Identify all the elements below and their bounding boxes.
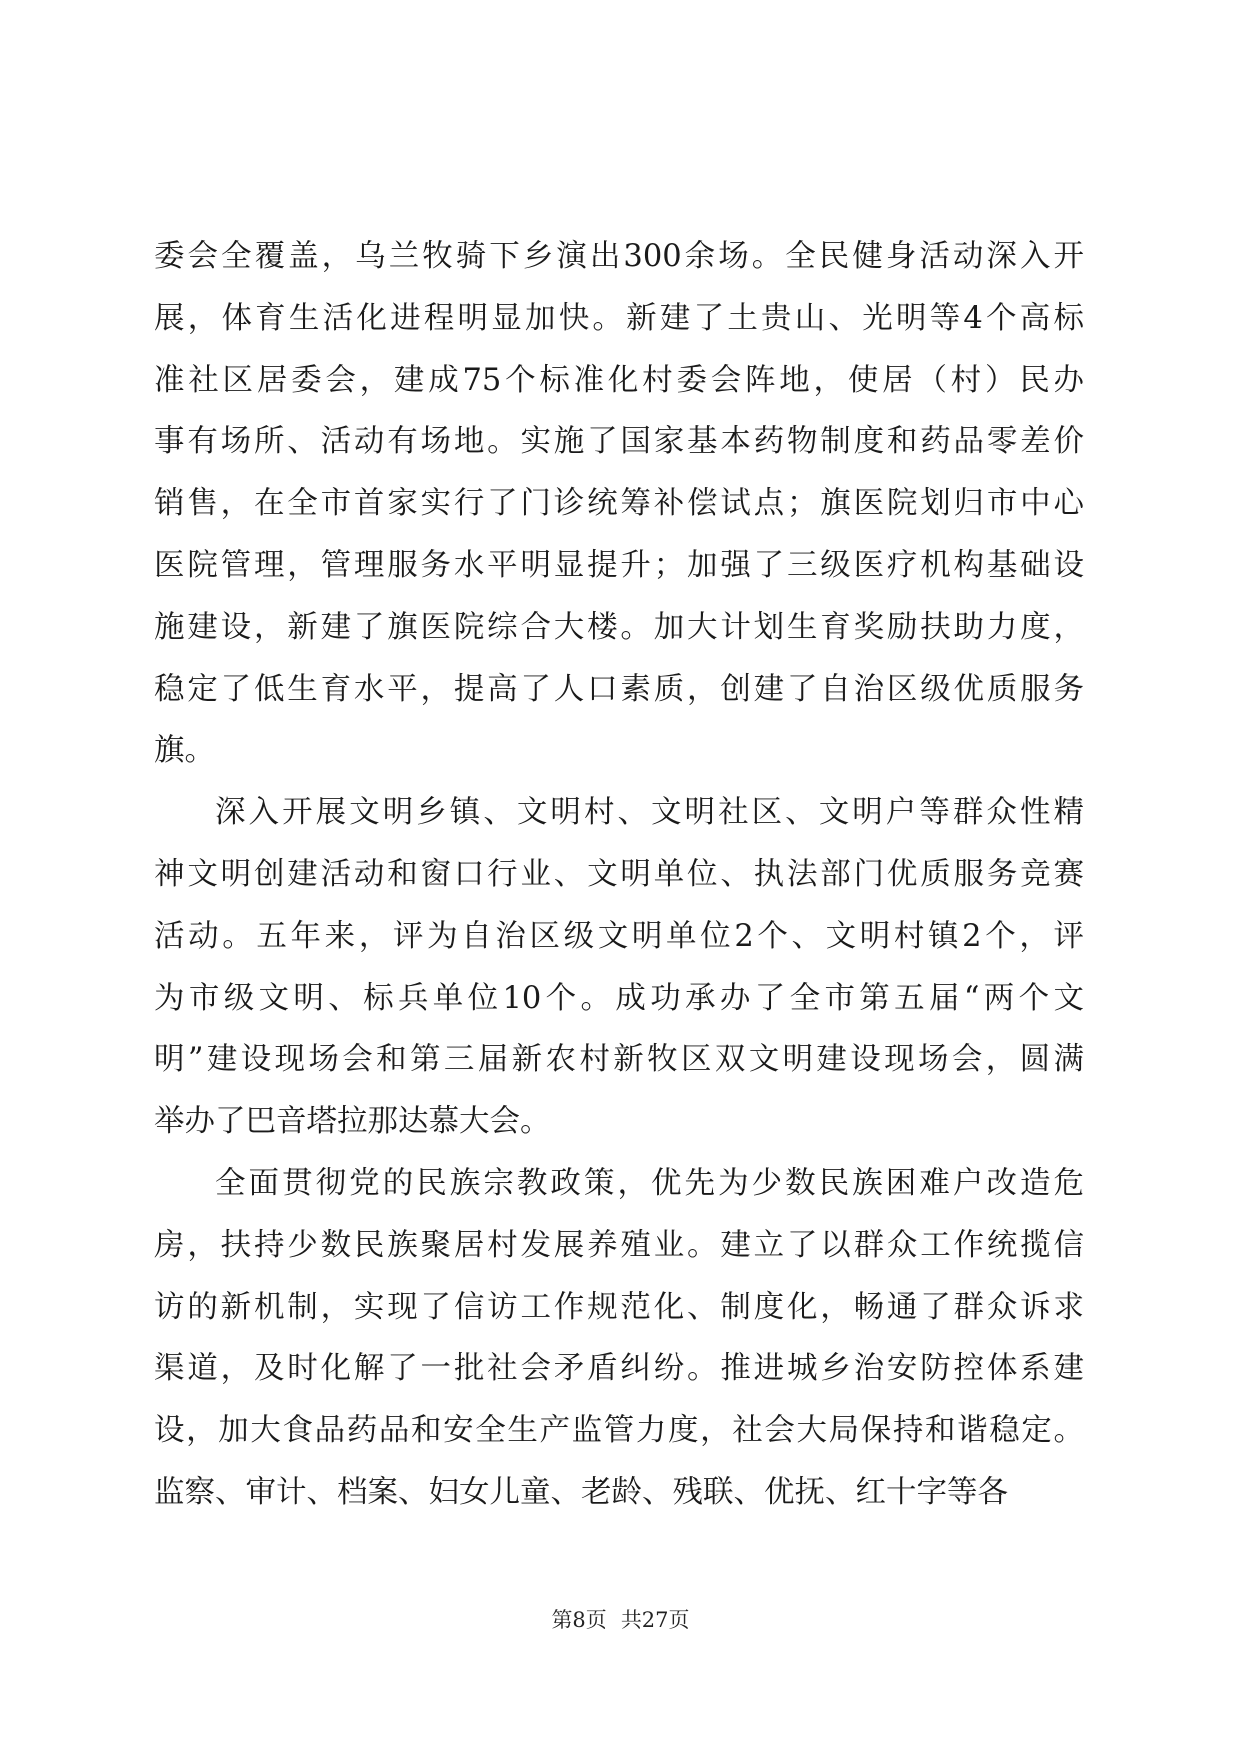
text-line: 医院管理，管理服务水平明显提升；加强了三级医疗机构基础设	[154, 547, 1084, 583]
paragraph	[154, 226, 1084, 782]
text-line: 销售，在全市首家实行了门诊统筹补偿试点；旗医院划归市中心	[154, 486, 1084, 522]
page-total: 共27页	[620, 1608, 690, 1632]
text-line: 事有场所、活动有场地。实施了国家基本药物制度和药品零差价	[154, 424, 1084, 460]
text-line: 全面贯彻党的民族宗教政策，优先为少数民族困难户改造危	[215, 1165, 1084, 1201]
text-line: 举办了巴音塔拉那达慕大会。	[154, 1104, 551, 1140]
text-line: 施建设，新建了旗医院综合大楼。加大计划生育奖励扶助力度，	[154, 609, 1084, 645]
text-line: 委会全覆盖，乌兰牧骑下乡演出300余场。全民健身活动深入开	[154, 239, 1084, 274]
page-number: 第8页	[551, 1608, 607, 1632]
text-line: 展，体育生活化进程明显加快。新建了土贵山、光明等4个高标	[154, 300, 1084, 336]
paragraph	[154, 1153, 1084, 1524]
paragraph	[154, 782, 1084, 1153]
text-line: 监察、审计、档案、妇女儿童、老龄、残联、优抚、红十字等各	[154, 1474, 1008, 1510]
text-line: 访的新机制，实现了信访工作规范化、制度化，畅通了群众诉求	[154, 1289, 1084, 1325]
text-line: 设，加大食品药品和安全生产监管力度，社会大局保持和谐稳定。	[154, 1413, 1084, 1449]
text-line: 房，扶持少数民族聚居村发展养殖业。建立了以群众工作统揽信	[154, 1227, 1084, 1263]
text-line: 准社区居委会，建成75个标准化村委会阵地，使居（村）民办	[154, 362, 1084, 398]
text-line: 神文明创建活动和窗口行业、文明单位、执法部门优质服务竞赛	[154, 856, 1084, 892]
text-line: 为市级文明、标兵单位10个。成功承办了全市第五届“两个文	[154, 980, 1084, 1016]
page-footer	[0, 1606, 1241, 1634]
text-line: 渠道，及时化解了一批社会矛盾纠纷。推进城乡治安防控体系建	[154, 1351, 1084, 1387]
text-line: 明”建设现场会和第三届新农村新牧区双文明建设现场会，圆满	[154, 1042, 1084, 1078]
text-line: 稳定了低生育水平，提高了人口素质，创建了自治区级优质服务	[154, 671, 1084, 707]
text-line: 活动。五年来，评为自治区级文明单位2个、文明村镇2个，评	[154, 918, 1084, 954]
text-line: 旗。	[154, 733, 215, 769]
text-line: 深入开展文明乡镇、文明村、文明社区、文明户等群众性精	[215, 795, 1084, 831]
document-body	[154, 226, 1084, 1524]
